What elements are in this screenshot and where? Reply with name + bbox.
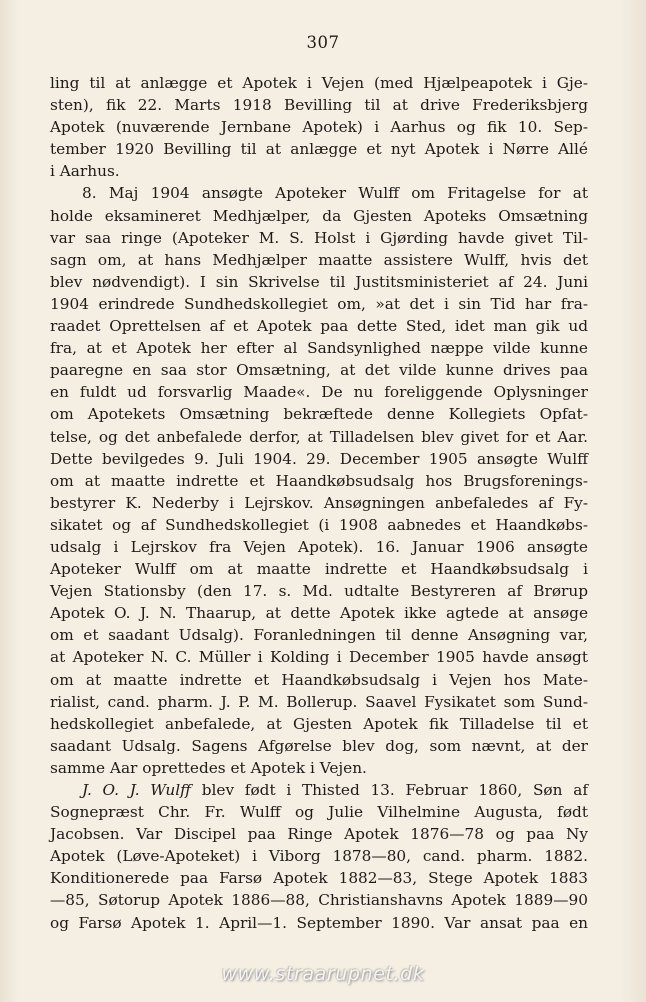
- text-line: rialist, cand. pharm. J. P. M. Bollerup. Saavel Fysikatet som Sund-: [50, 692, 588, 711]
- text-line: om Apotekets Omsætning bekræftede denne Kollegiets Opfat-: [50, 405, 588, 424]
- text-line: hedskollegiet anbefalede, at Gjesten Apotek fik Tilladelse til et: [50, 714, 588, 733]
- text-line: Dette bevilgedes 9. Juli 1904. 29. December 1905 ansøgte Wulff: [50, 449, 588, 468]
- body-text: [50, 72, 588, 934]
- text-line: sten), fik 22. Marts 1918 Bevilling til at drive Frederiksbjerg: [50, 96, 588, 115]
- text-line: blev nødvendigt). I sin Skrivelse til Justitsministeriet af 24. Juni: [50, 272, 588, 291]
- text-line: 1904 erindrede Sundhedskollegiet om, »at det i sin Tid har fra-: [50, 294, 588, 313]
- text-line: tember 1920 Bevilling til at anlægge et nyt Apotek i Nørre Allé: [50, 140, 588, 159]
- page-number: 307: [306, 33, 340, 52]
- text-line: en fuldt ud forsvarlig Maade«. De nu foreliggende Oplysninger: [50, 383, 588, 402]
- text-line: og Farsø Apotek 1. April—1. September 1890. Var ansat paa en: [50, 913, 588, 932]
- text-line: saadant Udsalg. Sagens Afgørelse blev dog, som nævnt, at der: [50, 736, 588, 755]
- text-line: Konditionerede paa Farsø Apotek 1882—83, Stege Apotek 1883: [50, 869, 588, 888]
- text-line: Apotek (nuværende Jernbane Apotek) i Aarhus og fik 10. Sep-: [50, 118, 588, 137]
- text-line: udsalg i Lejrskov fra Vejen Apotek). 16. Januar 1906 ansøgte: [50, 537, 588, 556]
- text-line: Vejen Stationsby (den 17. s. Md. udtalte Bestyreren af Brørup: [50, 582, 588, 601]
- biography-start-text: blev født i Thisted 13. Februar 1860, Søn af: [201, 781, 588, 799]
- text-line: sikatet og af Sundhedskollegiet (i 1908 aabnedes et Haandkøbs-: [50, 515, 588, 534]
- text-line: raadet Oprettelsen af et Apotek paa dette Sted, idet man gik ud: [50, 317, 588, 336]
- text-line: sagn om, at hans Medhjælper maatte assistere Wulff, hvis det: [50, 250, 588, 269]
- person-name-italic: J. O. J. Wulff: [82, 781, 191, 799]
- text-line: om et saadant Udsalg). Foranledningen til denne Ansøgning var,: [50, 626, 588, 645]
- text-line: ling til at anlægge et Apotek i Vejen (med Hjælpeapotek i Gje-: [50, 74, 588, 92]
- text-line: telse, og det anbefalede derfor, at Tilladelsen blev givet for et Aar.: [50, 427, 588, 446]
- text-line: Sognepræst Chr. Fr. Wulff og Julie Vilhelmine Augusta, født: [50, 803, 588, 822]
- paragraph-start-line: 8. Maj 1904 ansøgte Apoteker Wulff om Fritagelse for at: [82, 184, 588, 203]
- text-line: i Aarhus.: [50, 162, 120, 181]
- text-line: paaregne en saa stor Omsætning, at det vilde kunne drives paa: [50, 361, 588, 380]
- text-line: Apotek (Løve-Apoteket) i Viborg 1878—80, cand. pharm. 1882.: [50, 847, 588, 866]
- text-line: fra, at et Apotek her efter al Sandsynlighed næppe vilde kunne: [50, 339, 588, 358]
- text-line: om at maatte indrette et Haandkøbsudsalg hos Brugsforenings-: [50, 471, 588, 490]
- text-line: Apotek O. J. N. Thaarup, at dette Apotek ikke agtede at ansøge: [50, 604, 588, 623]
- text-line: holde eksamineret Medhjælper, da Gjesten Apoteks Omsætning: [50, 206, 588, 225]
- text-line: var saa ringe (Apoteker M. S. Holst i Gjørding havde givet Til-: [50, 228, 588, 247]
- site-watermark: www.straarupnet.dk: [221, 963, 425, 985]
- biography-start-line: [50, 779, 588, 801]
- text-line: Jacobsen. Var Discipel paa Ringe Apotek 1876—78 og paa Ny: [50, 825, 588, 844]
- text-line: samme Aar oprettedes et Apotek i Vejen.: [50, 758, 367, 777]
- text-line: om at maatte indrette et Haandkøbsudsalg i Vejen hos Mate-: [50, 670, 588, 689]
- text-line: Apoteker Wulff om at maatte indrette et Haandkøbsudsalg i: [50, 560, 588, 579]
- text-line: —85, Søtorup Apotek 1886—88, Christianshavns Apotek 1889—90: [50, 891, 588, 910]
- text-line: at Apoteker N. C. Müller i Kolding i December 1905 havde ansøgt: [50, 648, 588, 667]
- text-line: bestyrer K. Nederby i Lejrskov. Ansøgningen anbefaledes af Fy-: [50, 493, 588, 512]
